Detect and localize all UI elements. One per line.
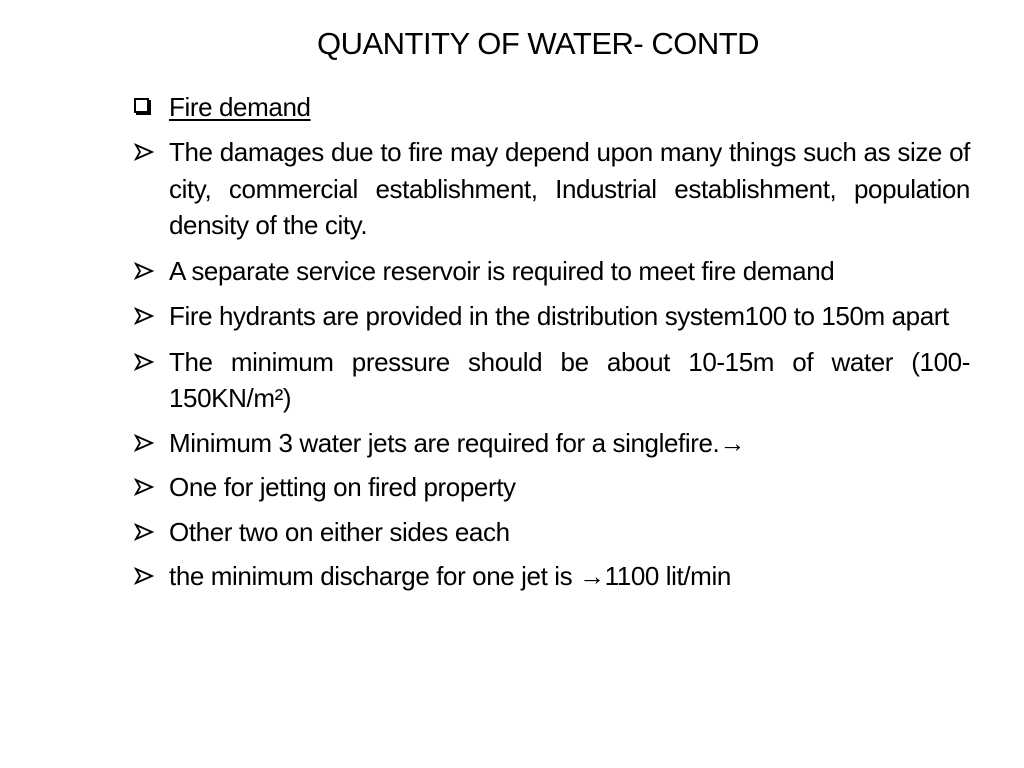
bullet-text: A separate service reservoir is required to meet fire demand [169, 255, 835, 286]
bullet-item [132, 134, 970, 244]
bullet-text: The damages due to fire may depend upon many things such as size of city, commercial establishment, Industrial establishment, population density of the city. [169, 137, 970, 240]
slide-title-text: QUANTITY OF WATER- CONTD [316, 26, 760, 61]
arrow-bullet-icon [134, 434, 154, 452]
bullet-item [132, 514, 970, 551]
bullet-item [132, 253, 970, 290]
arrow-bullet-icon [134, 143, 154, 161]
arrow-bullet-icon [134, 478, 154, 496]
arrow-bullet-icon [134, 567, 154, 585]
bullet-item [132, 558, 970, 595]
arrow-bullet-icon [134, 353, 154, 371]
bullet-text: The minimum pressure should be about 10-15m of water (100-150KN/m²) [169, 346, 970, 413]
bullet-text: the minimum discharge for one jet is →1100 lit/min [169, 561, 731, 591]
bullet-item [132, 469, 970, 506]
section-heading-label: Fire demand [169, 92, 311, 122]
bullet-item [132, 425, 970, 462]
bullet-text: Fire hydrants are provided in the distribution system100 to 150m apart [169, 301, 949, 331]
bullet-item [132, 344, 970, 417]
slide-content [132, 89, 970, 595]
slide-title [0, 20, 1024, 68]
arrow-bullet-icon [134, 262, 154, 280]
arrow-bullet-icon [134, 523, 154, 541]
section-heading [132, 89, 970, 125]
bullet-text: Minimum 3 water jets are required for a singlefire.→ [169, 427, 745, 458]
bullet-text: Other two on either sides each [169, 516, 510, 547]
bullet-text: One for jetting on fired property [169, 472, 516, 502]
checkbox-icon [134, 98, 149, 113]
bullet-item [132, 298, 970, 335]
arrow-bullet-icon [134, 307, 154, 325]
